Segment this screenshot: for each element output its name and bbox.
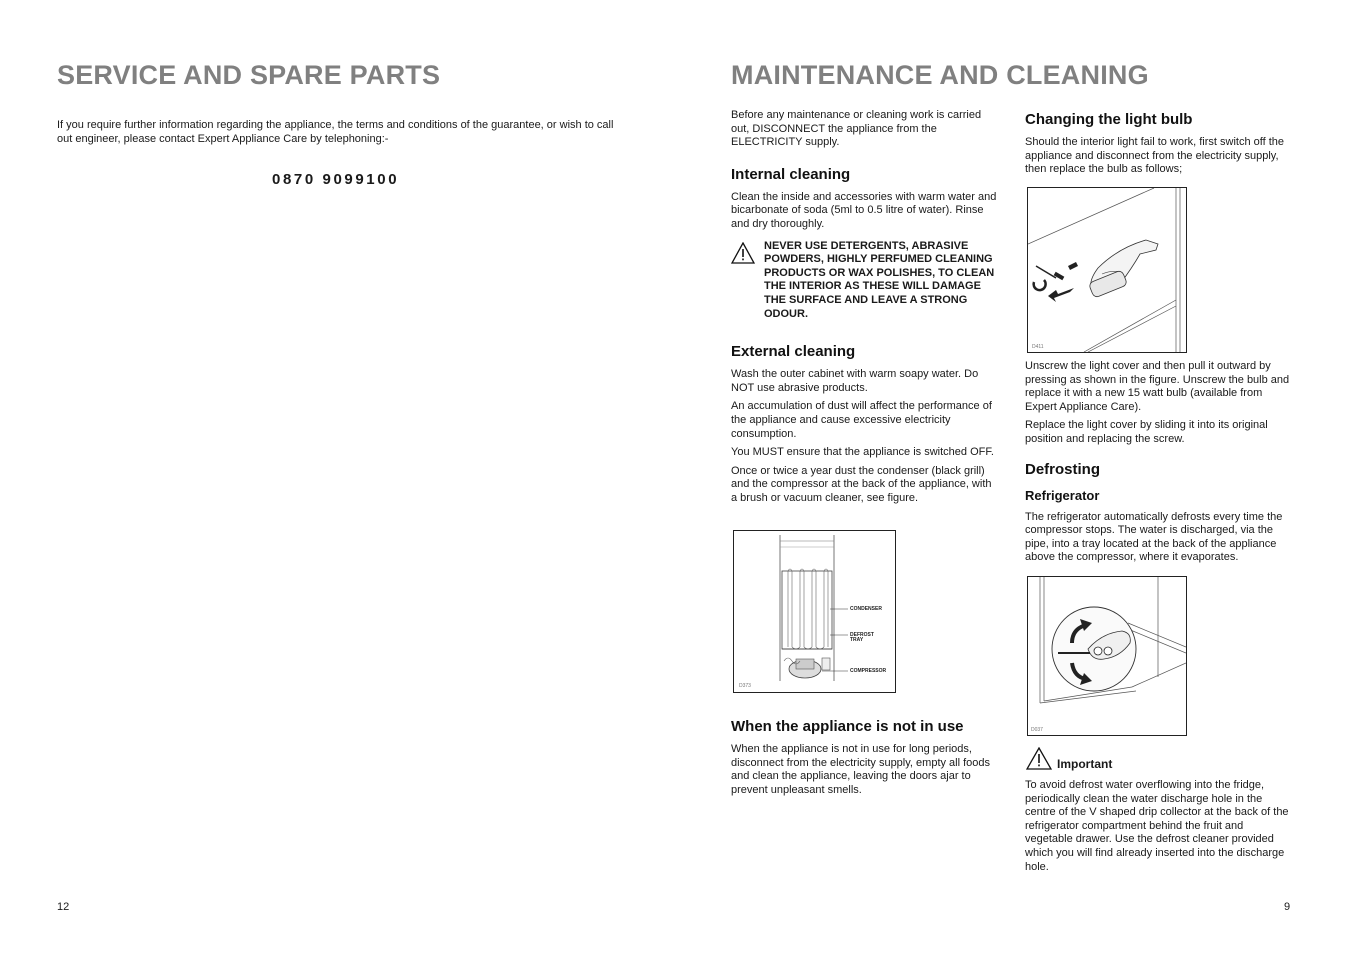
internal-cleaning-warning [731, 240, 999, 322]
external-cleaning-p1: Wash the outer cabinet with warm soapy water. Do NOT use abrasive products. [731, 368, 979, 394]
light-bulb-instructions [1025, 360, 1293, 570]
not-in-use-section [731, 718, 999, 802]
defrost-illustration [1028, 577, 1186, 735]
condenser-label: CONDENSER [850, 606, 882, 612]
defrosting-text: The refrigerator automatically defrosts every time the compressor stops. The water is discharged, via the pipe, into a tray located at the back of the appliance above the compressor, where it evaporates. [1025, 510, 1283, 564]
condenser-figure-code: D373 [739, 683, 751, 689]
warning-icon [731, 242, 755, 264]
light-bulb-figure [1027, 187, 1187, 353]
defrost-label: DEFROST [850, 632, 874, 638]
tray-label: TRAY [850, 637, 864, 643]
internal-cleaning-heading: Internal cleaning [731, 165, 851, 183]
defrost-figure-code: D037 [1031, 727, 1043, 733]
internal-cleaning-text: Clean the inside and accessories with warm water and bicarbonate of soda (5ml to 0.5 litre of water). Rinse and dry thoroughly. [731, 190, 997, 230]
warning-icon [1026, 747, 1052, 770]
service-phone-number: 0870 9099100 [272, 171, 400, 188]
refrigerator-subheading: Refrigerator [1025, 487, 1100, 503]
condenser-figure [733, 530, 896, 693]
maintenance-intro: Before any maintenance or cleaning work is carried out, DISCONNECT the appliance from the ELECTRICITY supply. [731, 109, 982, 149]
important-text: To avoid defrost water overflowing into the fridge, periodically clean the water discharge hole in the centre of the V shaped drip collector at the back of the refrigerator compartment behind the fruit and vegetable drawer. Use the defrost cleaner provided which you will find already inserted into the discharge hole. [1025, 779, 1289, 873]
important-section [1025, 747, 1293, 879]
light-bulb-figure-code: D411 [1032, 344, 1044, 350]
service-intro: If you require further information regarding the appliance, the terms and conditions of the guarantee, or wish to call out engineer, please contact Expert Appliance Care by telephoning:- [57, 119, 614, 145]
not-in-use-text: When the appliance is not in use for long periods, disconnect from the electricity supply, empty all foods and clean the appliance, leaving the doors ajar to prevent unpleasant smells. [731, 743, 991, 796]
defrosting-heading: Defrosting [1025, 460, 1100, 478]
external-cleaning-p2: An accumulation of dust will affect the performance of the appliance and cause excessive electricity consumption. [731, 400, 992, 440]
warning-text: NEVER USE DETERGENTS, ABRASIVE POWDERS, HIGHLY PERFUMED CLEANING PRODUCTS OR WAX POLISHES, TO CLEAN THE INTERIOR AS THESE WILL DAMAGE THE SURFACE AND LEAVE A STRONG ODOUR. [764, 239, 995, 320]
not-in-use-heading: When the appliance is not in use [731, 718, 964, 735]
light-bulb-section [1025, 111, 1293, 182]
right-page-number: 9 [1284, 901, 1291, 913]
right-page-title: MAINTENANCE AND CLEANING [731, 60, 1149, 90]
external-cleaning-p4: Once or twice a year dust the condenser (black grill) and the compressor at the back of the appliance, with a brush or vacuum cleaner, see figure. [731, 464, 992, 504]
important-header [1025, 747, 1293, 771]
important-label: Important [1057, 757, 1113, 771]
compressor-label: COMPRESSOR [850, 668, 887, 674]
light-bulb-p2: Unscrew the light cover and then pull it outward by pressing as shown in the figure. Unscrew the bulb and replace it with a new 15 watt bulb (available from Expert Appliance Care). [1025, 360, 1290, 413]
left-page-number: 12 [57, 901, 70, 913]
external-cleaning-heading: External cleaning [731, 343, 856, 361]
light-bulb-illustration [1028, 188, 1186, 352]
defrost-figure [1027, 576, 1187, 736]
left-page-title: SERVICE AND SPARE PARTS [57, 60, 441, 90]
maintenance-column-1 [731, 109, 999, 510]
condenser-illustration [734, 531, 895, 692]
light-bulb-heading: Changing the light bulb [1025, 111, 1193, 128]
light-bulb-text: Should the interior light fail to work, first switch off the appliance and disconnect from the electricity supply, then replace the bulb as follows; [1025, 136, 1285, 176]
light-bulb-p3: Replace the light cover by sliding it into its original position and replacing the screw. [1025, 419, 1268, 445]
external-cleaning-p3: You MUST ensure that the appliance is switched OFF. [731, 446, 994, 459]
